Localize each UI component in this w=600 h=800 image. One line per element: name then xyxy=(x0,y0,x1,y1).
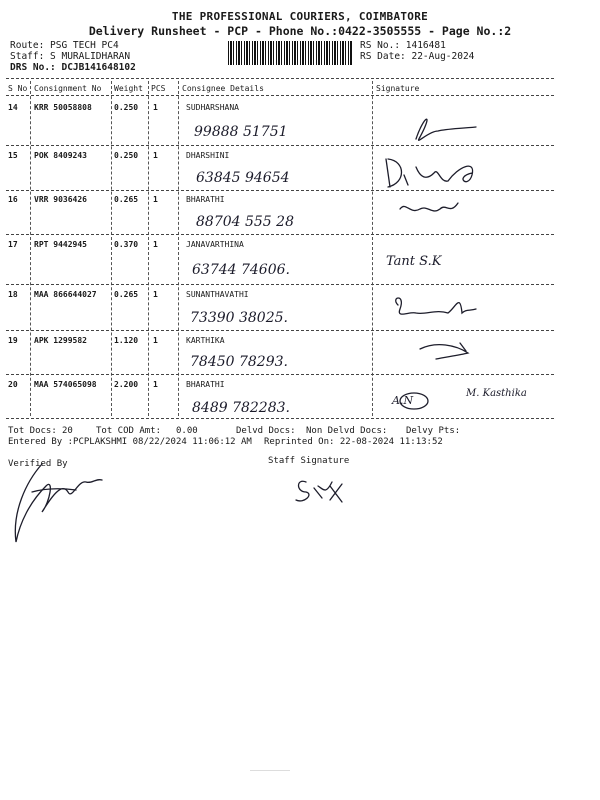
entered-by: Entered By :PCPLAKSHMI 08/22/2024 11:06:12 AM xyxy=(8,437,252,447)
cod-value: 0.00 xyxy=(176,426,198,436)
row-phone-handwritten: 88704 555 28 xyxy=(196,214,294,230)
row-sno: 17 xyxy=(8,240,18,249)
signature-row-20-a: A.N xyxy=(392,394,414,407)
row-consignee: JANAVARTHINA xyxy=(186,240,244,249)
tot-docs-value: 20 xyxy=(62,426,73,436)
row-weight: 0.250 xyxy=(114,103,139,112)
column-header-pcs: PCS xyxy=(151,84,166,93)
row-sno: 19 xyxy=(8,336,18,345)
signature-row-20-b: M. Kasthika xyxy=(466,388,527,399)
runsheet-title: Delivery Runsheet - PCP - Phone No.:0422-3505555 - Page No.:2 xyxy=(88,24,512,38)
column-divider xyxy=(111,81,112,416)
delvy-pts-label: Delvy Pts: xyxy=(406,426,461,436)
row-consignment: KRR 50058808 xyxy=(34,103,92,112)
row-pcs: 1 xyxy=(153,290,158,299)
tot-docs-label: Tot Docs: xyxy=(8,426,57,436)
row-sno: 14 xyxy=(8,103,18,112)
delvd-docs-label: Delvd Docs: xyxy=(236,426,296,436)
row-pcs: 1 xyxy=(153,151,158,160)
company-title: THE PROFESSIONAL COURIERS, COIMBATORE xyxy=(171,10,429,23)
row-consignment: APK 1299582 xyxy=(34,336,87,345)
row-sno: 20 xyxy=(8,380,18,389)
row-weight: 0.370 xyxy=(114,240,139,249)
row-pcs: 1 xyxy=(153,380,158,389)
row-weight: 0.265 xyxy=(114,290,139,299)
row-sno: 15 xyxy=(8,151,18,160)
row-phone-handwritten: 73390 38025. xyxy=(190,310,288,326)
row-sno: 18 xyxy=(8,290,18,299)
column-header-sno: S No xyxy=(8,84,28,93)
row-pcs: 1 xyxy=(153,336,158,345)
row-phone-handwritten: 63744 74606. xyxy=(192,262,290,278)
table-top-rule xyxy=(6,78,554,79)
staff-label: Staff: S MURALIDHARAN xyxy=(10,51,131,62)
route-label: Route: PSG TECH PC4 xyxy=(10,40,119,51)
signature-row-17: Tant S.K xyxy=(386,254,442,269)
row-consignee: SUNANTHAVATHI xyxy=(186,290,249,299)
scan-artifact xyxy=(250,770,290,771)
row-weight: 1.120 xyxy=(114,336,139,345)
row-consignment: VRR 9036426 xyxy=(34,195,87,204)
signature-row-18 xyxy=(396,298,476,314)
row-consignee: BHARATHI xyxy=(186,195,225,204)
signature-row-19 xyxy=(420,343,468,359)
row-pcs: 1 xyxy=(153,240,158,249)
row-consignee: DHARSHINI xyxy=(186,151,230,160)
row-consignment: MAA 574065098 xyxy=(34,380,97,389)
reprinted-on: Reprinted On: 22-08-2024 11:13:52 xyxy=(264,437,443,447)
barcode xyxy=(228,41,353,65)
column-divider xyxy=(148,81,149,416)
row-pcs: 1 xyxy=(153,103,158,112)
column-header-weight: Weight xyxy=(114,84,143,93)
column-header-consignment: Consignment No xyxy=(34,84,102,93)
row-consignee: BHARATHI xyxy=(186,380,225,389)
row-consignment: MAA 866644027 xyxy=(34,290,97,299)
signature-row-15 xyxy=(386,159,473,187)
verified-signature xyxy=(6,452,116,552)
drs-number: DRS No.: DCJB141648102 xyxy=(10,62,136,73)
staff-signature xyxy=(290,468,350,508)
rs-date: RS Date: 22-Aug-2024 xyxy=(360,51,475,62)
column-header-signature: Signature xyxy=(376,84,420,93)
row-phone-handwritten: 63845 94654 xyxy=(196,170,290,186)
row-consignment: RPT 9442945 xyxy=(34,240,87,249)
column-divider xyxy=(372,81,373,416)
column-divider xyxy=(178,81,179,416)
row-consignment: POK 8409243 xyxy=(34,151,87,160)
row-pcs: 1 xyxy=(153,195,158,204)
table-header-rule xyxy=(6,95,554,96)
staff-signature-label: Staff Signature xyxy=(268,456,350,466)
row-weight: 2.200 xyxy=(114,380,139,389)
verified-by-label: Verified By xyxy=(8,459,68,469)
column-divider xyxy=(30,81,31,416)
cod-label: Tot COD Amt: xyxy=(96,426,162,436)
signature-row-16 xyxy=(400,203,458,211)
row-sno: 16 xyxy=(8,195,18,204)
row-weight: 0.250 xyxy=(114,151,139,160)
row-weight: 0.265 xyxy=(114,195,139,204)
rs-number: RS No.: 1416481 xyxy=(360,40,446,51)
row-consignee: SUDHARSHANA xyxy=(186,103,239,112)
row-phone-handwritten: 8489 782283. xyxy=(192,400,290,416)
column-header-consignee: Consignee Details xyxy=(182,84,264,93)
non-delvd-docs-label: Non Delvd Docs: xyxy=(306,426,388,436)
row-phone-handwritten: 78450 78293. xyxy=(190,354,288,370)
table-bottom-rule xyxy=(6,418,554,419)
row-phone-handwritten: 99888 51751 xyxy=(194,124,288,140)
signature-row-14 xyxy=(416,119,476,140)
row-consignee: KARTHIKA xyxy=(186,336,225,345)
